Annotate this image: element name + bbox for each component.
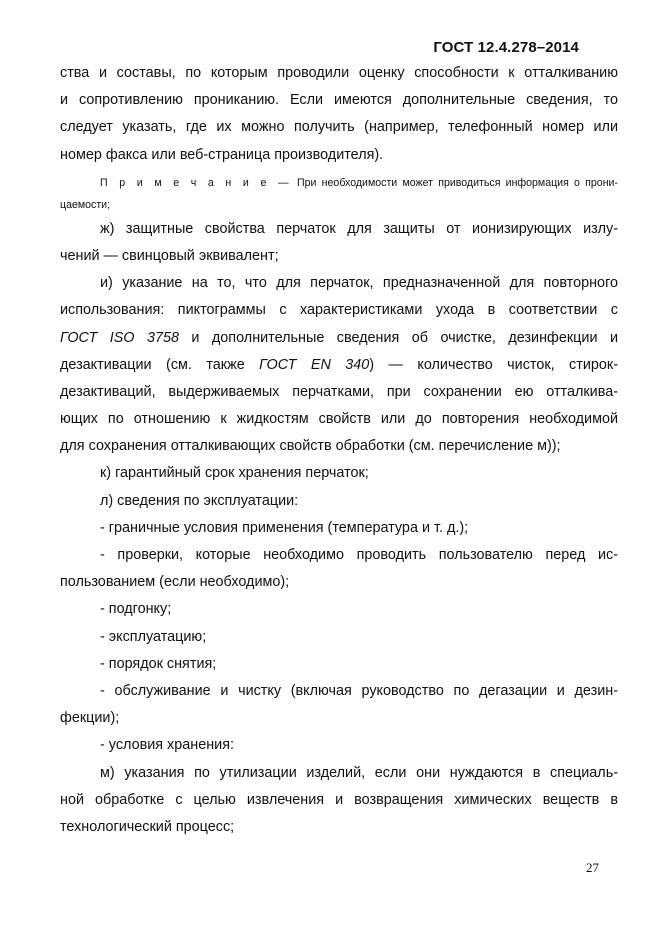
standard-reference: ГОСТ EN 340 <box>259 356 370 373</box>
document-code-header: ГОСТ 12.4.278–2014 <box>433 39 579 56</box>
list-item-dash: - эксплуатацию; <box>100 628 207 645</box>
list-item-dash: - проверки, которые необходимо проводить пользователю перед ис- <box>100 547 618 563</box>
body-text: и дополнительные сведения об очистке, дезинфекции и <box>191 329 618 346</box>
body-line: для сохранения отталкивающих свойств обработки (см. перечисление м)); <box>60 438 561 455</box>
list-item-dash: - условия хранения: <box>100 737 234 754</box>
standard-reference: ГОСТ ISO 3758 <box>60 329 179 346</box>
body-line <box>60 352 618 379</box>
body-line: номер факса или веб-страница производителя). <box>60 146 384 163</box>
list-item-dash: - порядок снятия; <box>100 655 217 672</box>
body-line: ющих по отношению к жидкостям свойств или до повторения необходимой <box>60 411 618 428</box>
note-line: цаемости; <box>60 198 111 211</box>
body-line: и сопротивлению прониканию. Если имеются дополнительные сведения, то <box>60 92 618 109</box>
list-item-k: к) гарантийный срок хранения перчаток; <box>100 465 369 482</box>
body-line: фекции); <box>60 710 120 727</box>
note-text: При необходимости может приводиться информация о прони- <box>297 176 618 189</box>
note-label: П р и м е ч а н и е — <box>100 176 292 189</box>
body-line: ства и составы, по которым проводили оценку способности к отталкиванию <box>60 65 618 81</box>
page-number: 27 <box>586 860 599 875</box>
body-line: следует указать, где их можно получить (например, телефонный номер или <box>60 119 618 136</box>
body-text: ) — количество чисток, стирок- <box>369 356 618 373</box>
list-item-dash: - граничные условия применения (температура и т. д.); <box>100 519 469 536</box>
body-line: ной обработке с целью извлечения и возвращения химических веществ в <box>60 791 618 808</box>
list-item-zh: ж) защитные свойства перчаток для защиты от ионизирующих излу- <box>100 220 618 237</box>
body-line: технологический процесс; <box>60 818 235 835</box>
list-item-i: и) указание на то, что для перчаток, предназначенной для повторного <box>100 275 618 292</box>
page-body <box>60 60 618 841</box>
body-line: пользованием (если необходимо); <box>60 574 290 591</box>
body-line: использования: пиктограммы с характеристиками ухода в соответствии с <box>60 302 618 319</box>
list-item-m: м) указания по утилизации изделий, если они нуждаются в специаль- <box>100 764 618 781</box>
list-item-l: л) сведения по эксплуатации: <box>100 492 299 509</box>
list-item-dash: - подгонку; <box>100 601 172 618</box>
body-line <box>60 325 618 352</box>
list-item-dash: - обслуживание и чистку (включая руководство по дегазации и дезин- <box>100 682 618 699</box>
body-line: дезактиваций, выдерживаемых перчатками, при сохранении ею отталкива- <box>60 383 618 400</box>
note-line <box>60 172 618 194</box>
body-text: дезактивации (см. также <box>60 356 245 373</box>
body-line: чений — свинцовый эквивалент; <box>60 247 279 264</box>
